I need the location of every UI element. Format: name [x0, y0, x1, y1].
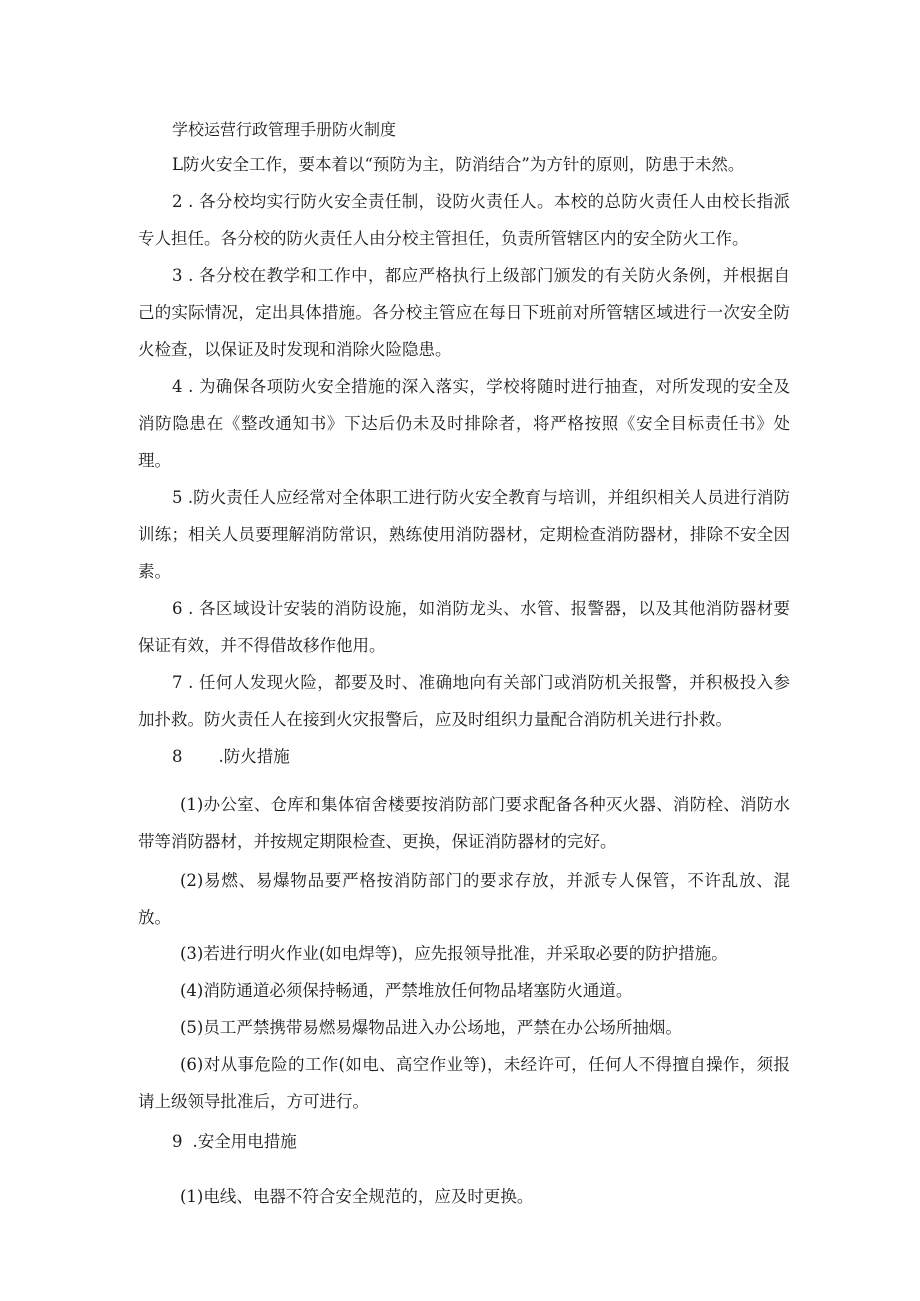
paragraph-2: 2 . 各分校均实行防火安全责任制，设防火责任人。本校的总防火责任人由校长指派专人担任。各分校的防火责任人由分校主管担任，负责所管辖区内的安全防火工作。: [138, 192, 790, 248]
section-8-item-5: (5)员工严禁携带易燃易爆物品进入办公场地，严禁在办公场所抽烟。: [180, 1018, 682, 1037]
paragraph-7: 7 . 任何人发现火险，都要及时、准确地向有关部门或消防机关报警，并积极投入参加扑救。防火责任人在接到火灾报警后，应及时组织力量配合消防机关进行扑救。: [138, 673, 790, 729]
paragraph-3: 3 . 各分校在教学和工作中，都应严格执行上级部门颁发的有关防火条例，并根据自己的实际情况，定出具体措施。各分校主管应在每日下班前对所管辖区域进行一次安全防火检查，以保证及时发现和消除火险隐患。: [138, 266, 790, 359]
section-8-item-2: (2)易燃、易爆物品要严格按消防部门的要求存放，并派专人保管，不许乱放、混放。: [138, 871, 790, 927]
section-8-label: .防火措施: [218, 747, 290, 766]
paragraph-1: L防火安全工作，要本着以“预防为主，防消结合”为方针的原则，防患于未然。: [172, 155, 745, 174]
section-9-item-1: (1)电线、电器不符合安全规范的，应及时更换。: [180, 1187, 534, 1206]
section-8-item-4: (4)消防通道必须保持畅通，严禁堆放任何物品堵塞防火通道。: [180, 981, 633, 1000]
section-9-heading: [172, 1123, 297, 1160]
section-9-label: .安全用电措施: [192, 1132, 297, 1151]
paragraph-6: 6 . 各区域设计安装的消防设施，如消防龙头、水管、报警器，以及其他消防器材要保证有效，并不得借故移作他用。: [138, 599, 790, 655]
section-9-number: 9: [172, 1132, 183, 1151]
paragraph-4: 4 . 为确保各项防火安全措施的深入落实，学校将随时进行抽查，对所发现的安全及消防隐患在《整改通知书》下达后仍未及时排除者，将严格按照《安全目标责任书》处理。: [138, 377, 790, 470]
section-8-heading: [172, 738, 290, 775]
paragraph-5: 5 .防火责任人应经常对全体职工进行防火安全教育与培训，并组织相关人员进行消防训练；相关人员要理解消防常识，熟练使用消防器材，定期检查消防器材，排除不安全因素。: [138, 488, 790, 581]
section-8-item-3: (3)若进行明火作业(如电焊等)，应先报领导批准，并采取必要的防护措施。: [180, 944, 728, 963]
document-title: 学校运营行政管理手册防火制度: [172, 120, 397, 139]
section-8-item-6: (6)对从事危险的工作(如电、高空作业等)，未经许可，任何人不得擅自操作，须报请上级领导批准后，方可进行。: [138, 1055, 790, 1111]
section-8-item-1: (1)办公室、仓库和集体宿舍楼要按消防部门要求配备各种灭火器、消防栓、消防水带等消防器材，并按规定期限检查、更换，保证消防器材的完好。: [138, 795, 790, 851]
section-8-number: 8: [172, 747, 183, 766]
